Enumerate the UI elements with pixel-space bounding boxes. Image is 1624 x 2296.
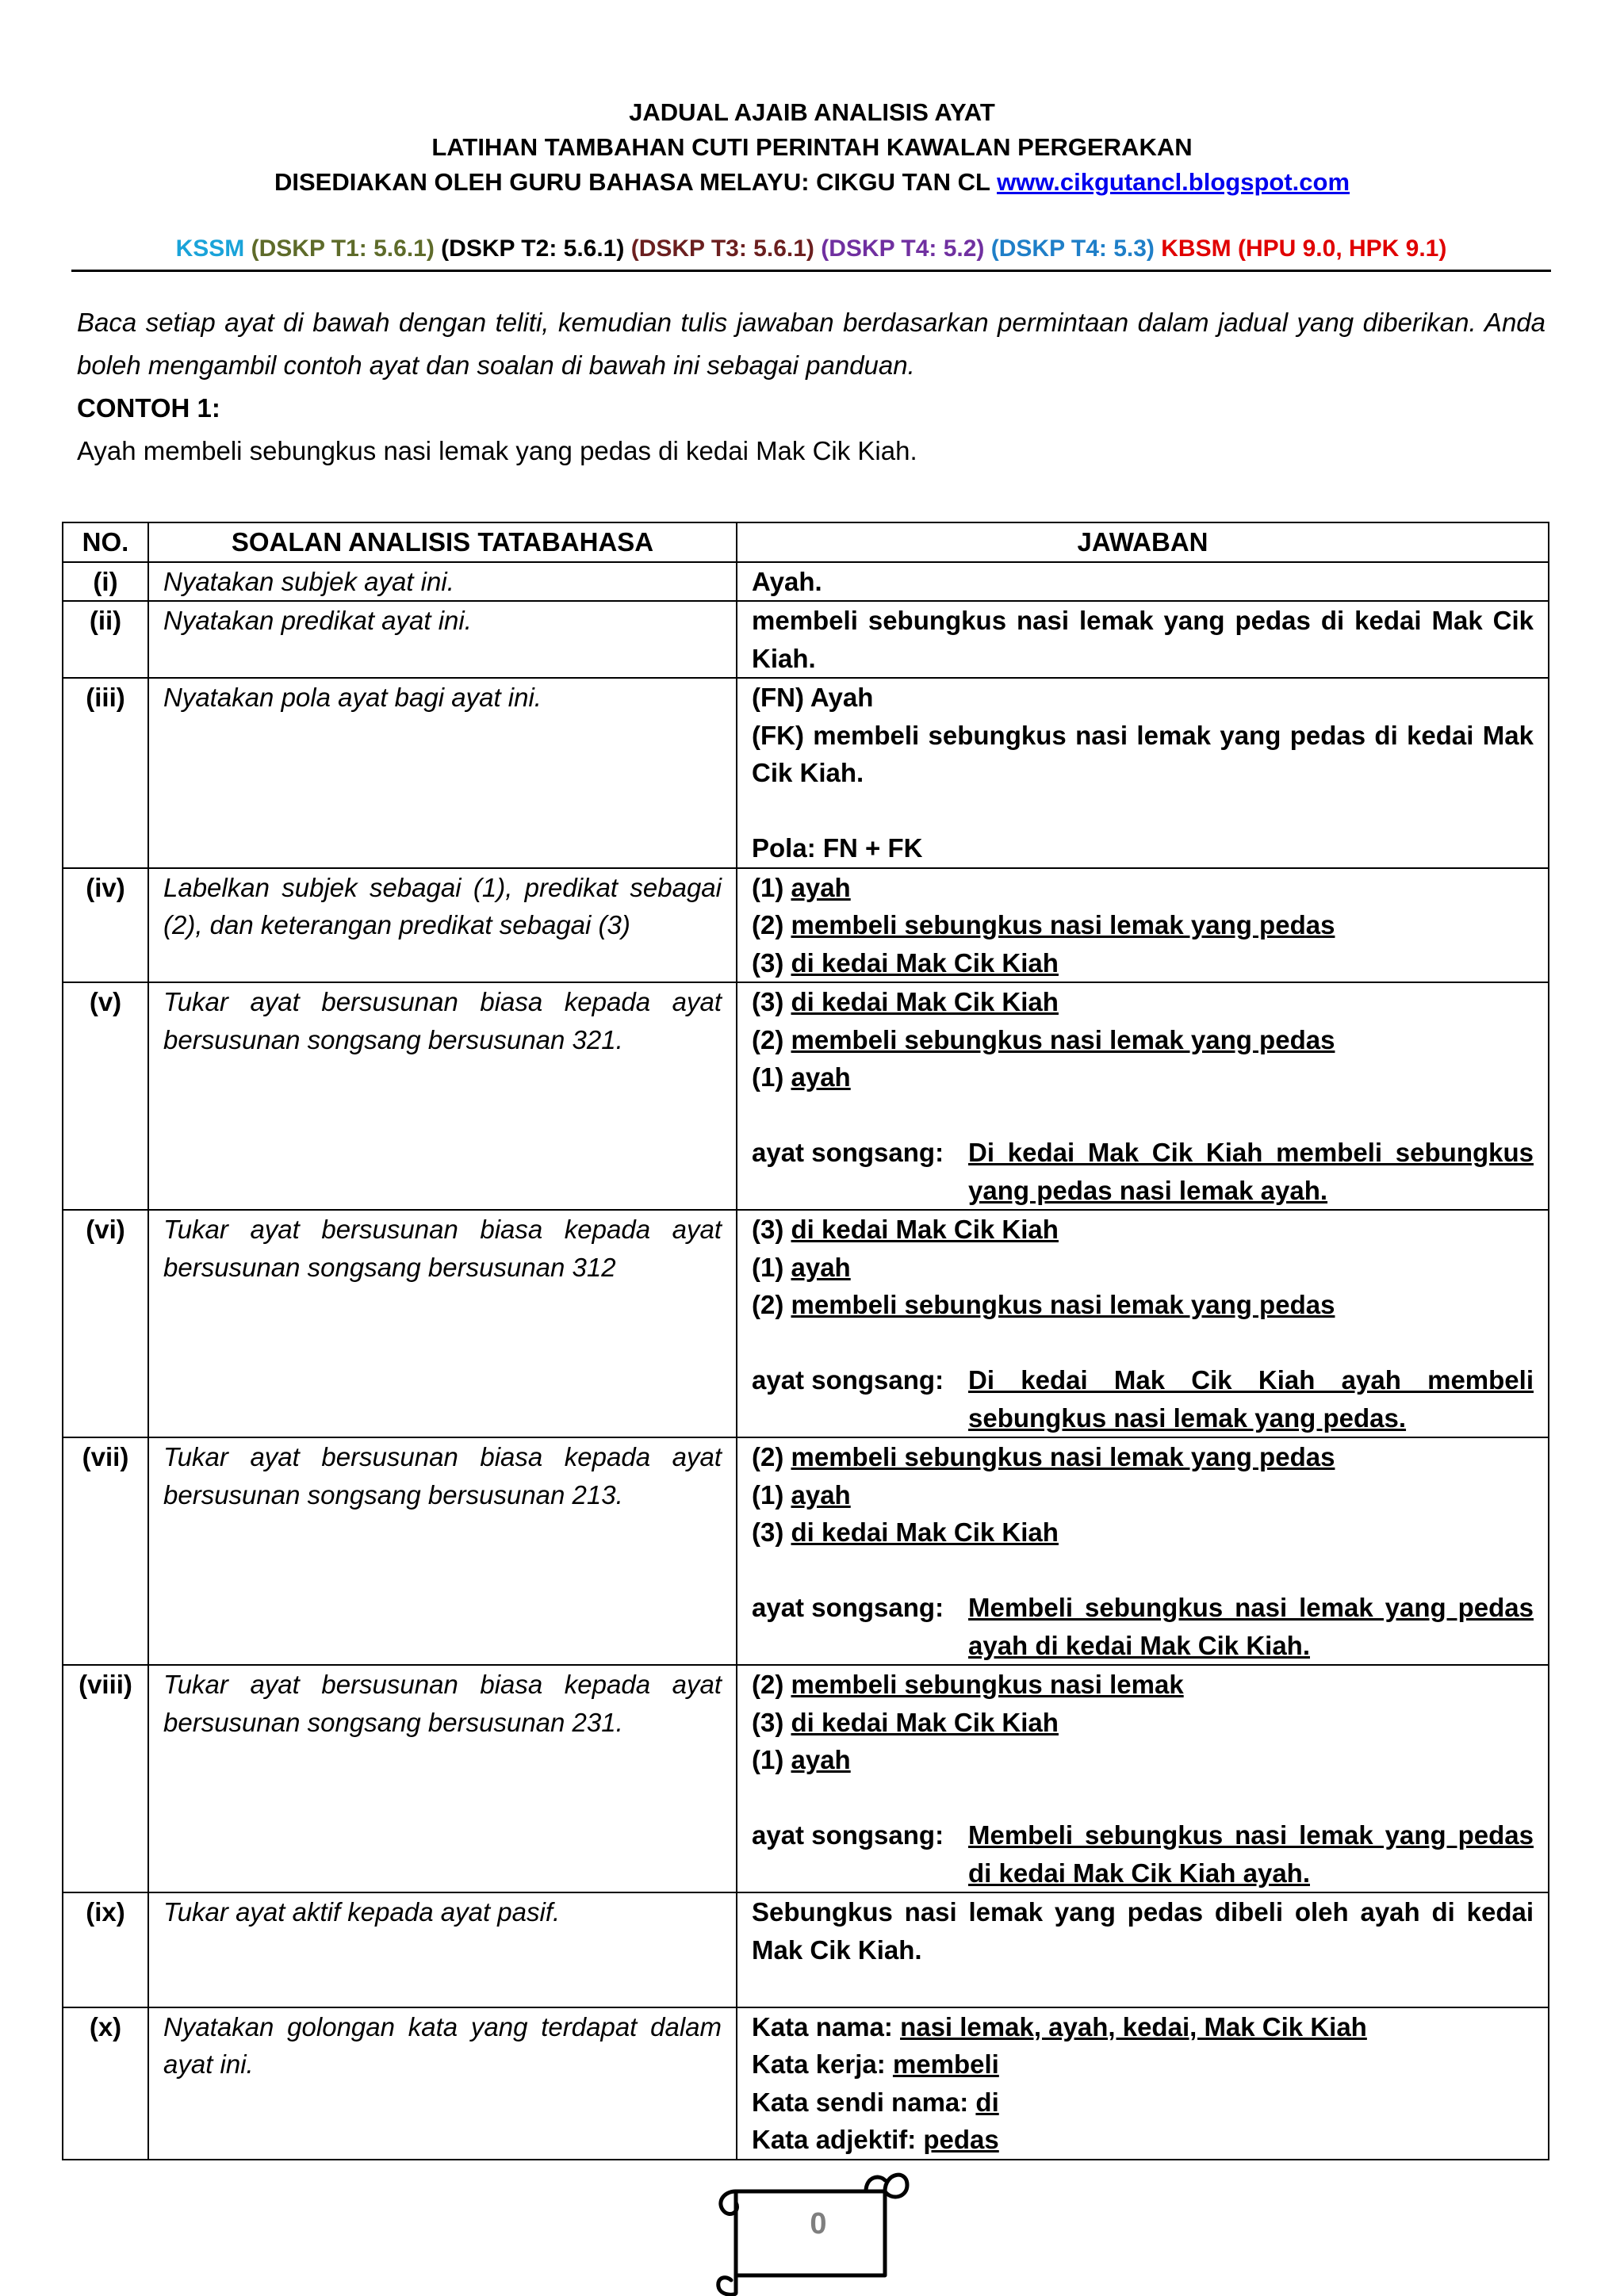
question-cell: Nyatakan golongan kata yang terdapat dalam ayat ini.	[148, 2007, 737, 2160]
document-title: JADUAL AJAIB ANALISIS AYAT	[629, 98, 995, 126]
answer-text: (3)	[752, 1707, 791, 1737]
question-cell: Nyatakan predikat ayat ini.	[148, 601, 737, 678]
answer-line	[752, 1476, 1534, 1514]
answer-cell	[737, 1210, 1549, 1437]
answer-cell	[737, 982, 1549, 1210]
question-cell: Labelkan subjek sebagai (1), predikat sebagai (2), dan keterangan predikat sebagai (3)	[148, 868, 737, 983]
header-answer: JAWABAN	[737, 522, 1549, 562]
question-cell: Tukar ayat bersusunan biasa kepada ayat bersusunan songsang bersusunan 312	[148, 1210, 737, 1437]
curriculum-tag: KBSM	[1161, 235, 1231, 262]
analysis-table	[62, 522, 1549, 2160]
answer-line	[752, 717, 1534, 792]
answer-text: Kata sendi nama:	[752, 2087, 976, 2117]
table-row	[63, 1210, 1549, 1437]
curriculum-tag: (HPU 9.0, HPK 9.1)	[1237, 235, 1447, 262]
blank-line	[752, 1969, 1534, 2007]
answer-cell	[737, 2007, 1549, 2160]
curriculum-tag: (DSKP T4: 5.3)	[990, 235, 1155, 262]
answer-line	[752, 602, 1534, 677]
answer-cell	[737, 1665, 1549, 1892]
answer-line	[752, 1286, 1534, 1324]
answer-line	[752, 829, 1534, 867]
answer-value: di kedai Mak Cik Kiah	[791, 947, 1059, 978]
answer-cell	[737, 601, 1549, 678]
answer-text: (3)	[752, 1215, 791, 1244]
answer-value: di	[975, 2087, 999, 2117]
answer-line	[752, 1438, 1534, 1476]
answer-value: membeli sebungkus nasi lemak yang pedas	[791, 910, 1335, 939]
document-subtitle: LATIHAN TAMBAHAN CUTI PERINTAH KAWALAN PERGERAKAN	[431, 133, 1193, 161]
answer-line	[752, 1249, 1534, 1287]
inverted-value: Membeli sebungkus nasi lemak yang pedas ayah di kedai Mak Cik Kiah.	[968, 1593, 1534, 1660]
answer-value: di kedai Mak Cik Kiah	[791, 1707, 1059, 1737]
table-header-row	[63, 522, 1549, 562]
table-row	[63, 1665, 1549, 1892]
blank-line	[752, 1324, 1534, 1362]
prepared-by-line	[0, 165, 1624, 200]
question-cell: Tukar ayat bersusunan biasa kepada ayat bersusunan songsang bersusunan 321.	[148, 982, 737, 1210]
question-cell: Tukar ayat bersusunan biasa kepada ayat bersusunan songsang bersusunan 213.	[148, 1437, 737, 1665]
blank-line	[752, 792, 1534, 830]
answer-value: di kedai Mak Cik Kiah	[791, 1517, 1059, 1547]
answer-value: ayah	[791, 1062, 851, 1092]
answer-line	[752, 1893, 1534, 1969]
answer-value: ayah	[791, 1252, 851, 1282]
answer-line	[752, 983, 1534, 1021]
answer-value: di kedai Mak Cik Kiah	[791, 1215, 1059, 1244]
curriculum-tag: (DSKP T2: 5.6.1)	[441, 235, 625, 262]
answer-line	[752, 869, 1534, 907]
row-number: (vi)	[63, 1210, 148, 1437]
row-number: (iv)	[63, 868, 148, 983]
answer-text: (3)	[752, 947, 791, 978]
answer-text: (3)	[752, 1517, 791, 1547]
table-row	[63, 868, 1549, 983]
row-number: (viii)	[63, 1665, 148, 1892]
inverted-label: ayat songsang:	[752, 1820, 944, 1850]
answer-text: membeli sebungkus nasi lemak yang pedas di kedai Mak Cik Kiah.	[752, 606, 1534, 673]
answer-line	[752, 2084, 1534, 2122]
answer-value: ayah	[791, 872, 851, 902]
answer-text: (3)	[752, 987, 791, 1016]
inverted-value: Di kedai Mak Cik Kiah ayah membeli sebungkus nasi lemak yang pedas.	[968, 1365, 1534, 1433]
inverted-label: ayat songsang:	[752, 1365, 944, 1395]
answer-line	[752, 1741, 1534, 1779]
example-label: CONTOH 1:	[77, 393, 220, 423]
answer-line	[752, 1211, 1534, 1249]
table-row	[63, 678, 1549, 868]
answer-cell	[737, 678, 1549, 868]
answer-line	[752, 2121, 1534, 2159]
table-row	[63, 601, 1549, 678]
inverted-sentence	[752, 1589, 1534, 1664]
answer-text: (2)	[752, 1670, 791, 1699]
blog-link[interactable]: www.cikgutancl.blogspot.com	[997, 168, 1350, 196]
curriculum-tag: (DSKP T3: 5.6.1)	[630, 235, 814, 262]
table-row	[63, 1892, 1549, 2007]
answer-text: (2)	[752, 1442, 791, 1471]
answer-text: (FN) Ayah	[752, 683, 874, 712]
inverted-value: Membeli sebungkus nasi lemak yang pedas di kedai Mak Cik Kiah ayah.	[968, 1820, 1534, 1888]
answer-text: Pola: FN + FK	[752, 833, 923, 863]
inverted-sentence	[752, 1361, 1534, 1437]
row-number: (ix)	[63, 1892, 148, 2007]
curriculum-tag: KSSM	[175, 235, 245, 262]
inverted-sentence	[752, 1134, 1534, 1209]
answer-cell	[737, 562, 1549, 602]
answer-cell	[737, 868, 1549, 983]
answer-text: (2)	[752, 910, 791, 939]
header-no: NO.	[63, 522, 148, 562]
answer-text: Kata kerja:	[752, 2049, 893, 2079]
prepared-by-text: DISEDIAKAN OLEH GURU BAHASA MELAYU: CIKGU TAN CL	[274, 168, 990, 196]
answer-line	[752, 1021, 1534, 1059]
row-number: (ii)	[63, 601, 148, 678]
answer-text: Ayah.	[752, 566, 822, 596]
answer-value: ayah	[791, 1745, 851, 1774]
example-sentence: Ayah membeli sebungkus nasi lemak yang pedas di kedai Mak Cik Kiah.	[77, 436, 917, 465]
question-cell: Tukar ayat bersusunan biasa kepada ayat bersusunan songsang bersusunan 231.	[148, 1665, 737, 1892]
table-row	[63, 1437, 1549, 1665]
answer-text: Sebungkus nasi lemak yang pedas dibeli oleh ayah di kedai Mak Cik Kiah.	[752, 1897, 1534, 1965]
instructions-paragraph: Baca setiap ayat di bawah dengan teliti, kemudian tulis jawaban berdasarkan permintaan dalam jadual yang diberikan. Anda boleh mengambil contoh ayat dan soalan di bawah ini sebagai panduan.	[77, 308, 1545, 380]
answer-line	[752, 1704, 1534, 1742]
answer-text: (FK) membeli sebungkus nasi lemak yang pedas di kedai Mak Cik Kiah.	[752, 720, 1534, 787]
answer-value: membeli sebungkus nasi lemak yang pedas	[791, 1024, 1335, 1054]
answer-line	[752, 1058, 1534, 1096]
answer-value: membeli sebungkus nasi lemak	[791, 1670, 1184, 1699]
blank-line	[752, 1096, 1534, 1135]
curriculum-tags	[71, 230, 1551, 272]
inverted-value: Di kedai Mak Cik Kiah membeli sebungkus yang pedas nasi lemak ayah.	[968, 1138, 1534, 1205]
answer-text: Kata nama:	[752, 2011, 901, 2042]
answer-text: (2)	[752, 1024, 791, 1054]
blank-line	[752, 1779, 1534, 1817]
answer-line	[752, 1666, 1534, 1704]
row-number: (v)	[63, 982, 148, 1210]
inverted-label: ayat songsang:	[752, 1593, 944, 1622]
curriculum-tag: (DSKP T4: 5.2)	[821, 235, 985, 262]
answer-value: ayah	[791, 1479, 851, 1510]
row-number: (x)	[63, 2007, 148, 2160]
answer-line	[752, 1513, 1534, 1552]
header-question: SOALAN ANALISIS TATABAHASA	[148, 522, 737, 562]
answer-value: membeli	[892, 2049, 999, 2079]
row-number: (i)	[63, 562, 148, 602]
answer-line	[752, 2008, 1534, 2046]
answer-text: (1)	[752, 872, 791, 902]
answer-cell	[737, 1437, 1549, 1665]
answer-text: Kata adjektif:	[752, 2125, 924, 2154]
answer-text: (1)	[752, 1062, 791, 1092]
page-number: 0	[810, 2207, 827, 2241]
answer-text: (1)	[752, 1745, 791, 1774]
answer-cell	[737, 1892, 1549, 2007]
question-cell: Nyatakan subjek ayat ini.	[148, 562, 737, 602]
inverted-sentence	[752, 1816, 1534, 1892]
answer-line	[752, 906, 1534, 944]
answer-value: membeli sebungkus nasi lemak yang pedas	[791, 1290, 1335, 1319]
curriculum-tag: (DSKP T1: 5.6.1)	[251, 235, 435, 262]
table-row	[63, 2007, 1549, 2160]
question-cell: Tukar ayat aktif kepada ayat pasif.	[148, 1892, 737, 2007]
answer-line	[752, 679, 1534, 717]
answer-line	[752, 944, 1534, 982]
answer-text: (1)	[752, 1479, 791, 1510]
table-row	[63, 562, 1549, 602]
row-number: (vii)	[63, 1437, 148, 1665]
answer-line	[752, 2045, 1534, 2084]
blank-line	[752, 1552, 1534, 1590]
answer-value: nasi lemak, ayah, kedai, Mak Cik Kiah	[900, 2011, 1367, 2042]
answer-value: di kedai Mak Cik Kiah	[791, 987, 1059, 1016]
inverted-label: ayat songsang:	[752, 1138, 944, 1167]
table-row	[63, 982, 1549, 1210]
answer-value: membeli sebungkus nasi lemak yang pedas	[791, 1442, 1335, 1471]
row-number: (iii)	[63, 678, 148, 868]
question-cell: Nyatakan pola ayat bagi ayat ini.	[148, 678, 737, 868]
answer-value: pedas	[923, 2125, 999, 2154]
answer-text: (2)	[752, 1290, 791, 1319]
answer-text: (1)	[752, 1252, 791, 1282]
answer-line	[752, 563, 1534, 601]
